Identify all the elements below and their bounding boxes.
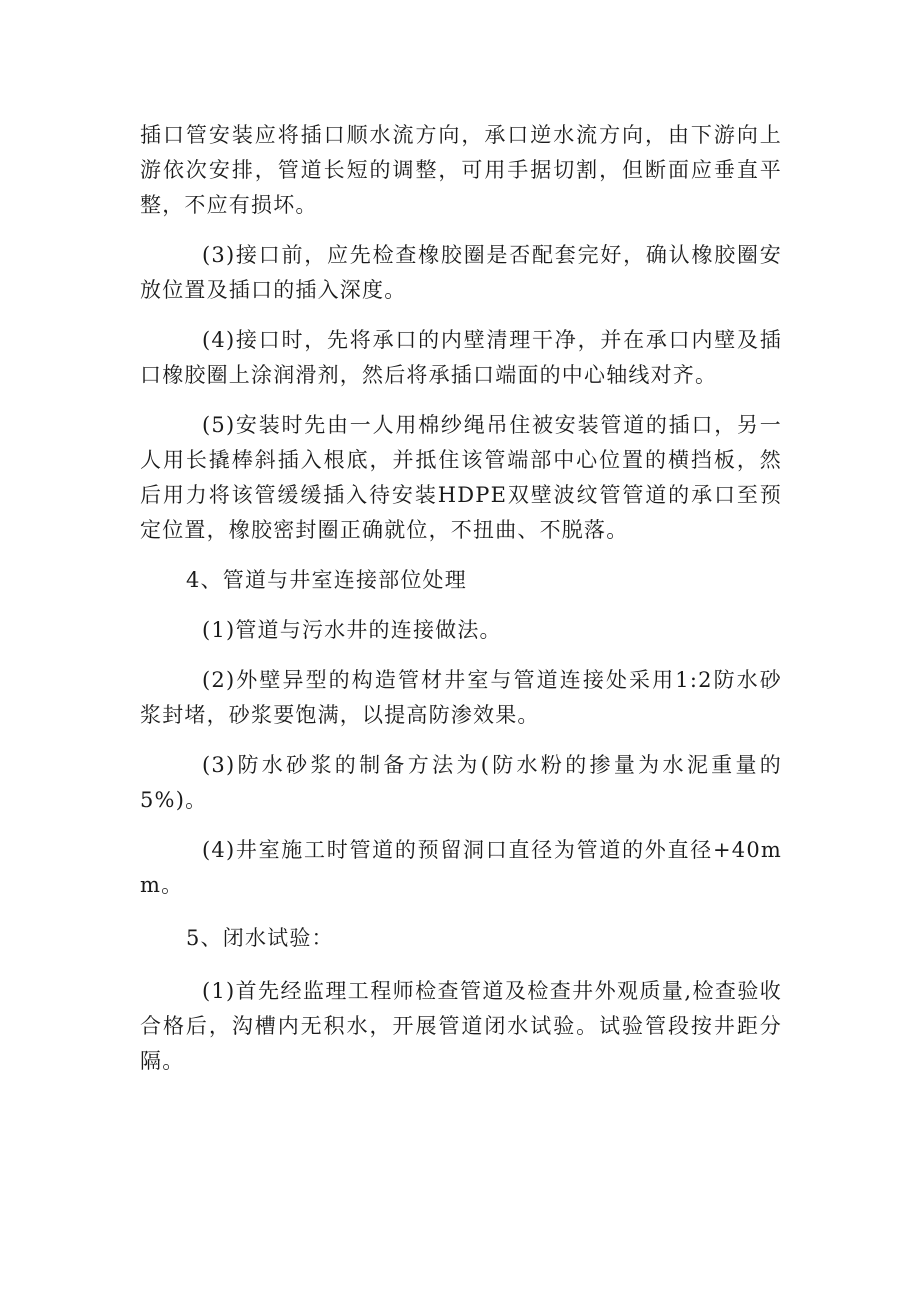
paragraph-step-3-rubber-ring-check: (3)接口前，应先检查橡胶圈是否配套完好，确认橡胶圈安放位置及插口的插入深度。	[140, 243, 782, 302]
paragraph-step-4-lubrication: (4)接口时，先将承口的内壁清理干净，并在承口内壁及插口橡胶圈上涂润滑剂，然后将承插口端面的中心轴线对齐。	[140, 328, 782, 387]
section-heading-5-water-tightness-test: 5、闭水试验：	[186, 926, 334, 950]
section-heading-4-well-connection: 4、管道与井室连接部位处理	[186, 568, 467, 592]
paragraph-well-4-reserved-opening: (4)井室施工时管道的预留洞口直径为管道的外直径+40mm。	[140, 838, 782, 897]
paragraph-well-3-mortar-preparation: (3)防水砂浆的制备方法为(防水粉的掺量为水泥重量的5%)。	[140, 753, 782, 812]
paragraph-step-5-insertion: (5)安装时先由一人用棉纱绳吊住被安装管道的插口，另一人用长撬棒斜插入根底，并抵住该管端部中心位置的横挡板，然后用力将该管缓缓插入待安装HDPE双壁波纹管管道的承口至预定位置，橡胶密封圈正确就位，不扭曲、不脱落。	[140, 413, 782, 542]
paragraph-test-1-inspection: (1)首先经监理工程师检查管道及检查井外观质量,检查验收合格后，沟槽内无积水，开展管道闭水试验。试验管段按井距分隔。	[140, 979, 782, 1073]
paragraph-well-1-connection-method: (1)管道与污水井的连接做法。	[202, 618, 502, 642]
document-body	[140, 118, 782, 1079]
paragraph-pipe-installation: 插口管安装应将插口顺水流方向，承口逆水流方向，由下游向上游依次安排，管道长短的调整，可用手据切割，但断面应垂直平整，不应有损坏。	[140, 123, 782, 217]
paragraph-well-2-waterproof-mortar: (2)外壁异型的构造管材井室与管道连接处采用1:2防水砂浆封堵，砂浆要饱满，以提高防渗效果。	[140, 668, 782, 727]
